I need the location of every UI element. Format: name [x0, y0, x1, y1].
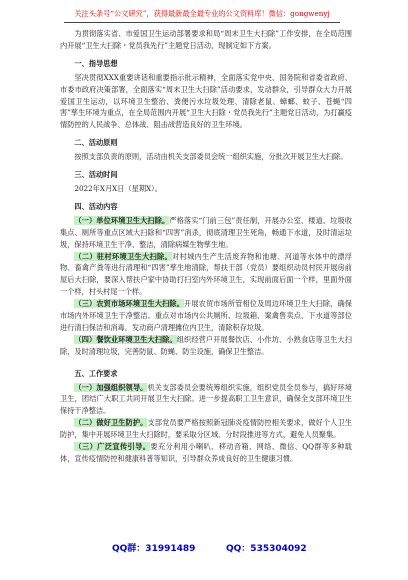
content-item-text: 开展农贸市场所管相位及周边环境卫生大扫除，确保市场内外环境卫生干净整洁。重点对市场内公共厕所、垃圾箱、案禽售卖点、下水道等部位进行清扫保洁和消毒。发动商户清理摊位内卫生，清除积存垃圾。 [60, 299, 352, 332]
content-item-label: （二）驻村环境卫生大扫除。 [74, 251, 173, 261]
section-heading-principles: 二、活动原则 [74, 138, 118, 148]
content-item [60, 334, 352, 358]
content-item [60, 298, 352, 334]
requirement-item [60, 382, 352, 418]
section-heading-time: 三、活动时间 [74, 170, 118, 180]
requirement-item-text: 要充分利用小喇叭、移动音箱、网络、微信、QQ群等多种载体，宣传疫情防控和健康科普等知识，引导群众养成良好的卫生健康习惯。 [60, 442, 352, 463]
requirement-item [60, 417, 352, 441]
content-item-label: （一）单位环境卫生大扫除。 [74, 215, 170, 225]
requirement-item-label: （一）加强组织领导。 [74, 382, 148, 392]
content-item-text: 对村城内生产生活废弃物和池塘、河道等水体中的漂浮物、畜禽产粪等进行清理和“四害”孳生地清除，帮扶干部（党员）要组织动员村民开展房前屋后大扫除，要深入帮扶户家中协助打扫室内外环境卫生，实现前面后面一个样，里面外面一个样，村头村尾一个样。 [60, 251, 352, 297]
content-item [60, 215, 352, 251]
qq-number: QQ：535304092 [226, 544, 307, 554]
intro-paragraph: 为贯彻落实省、市爱国卫生运动部署要求和局“周末卫生大扫除”工作安排，在全局范围内开展“卫生大扫除・党员我先行”主题党日活动，现制定如下方案。 [60, 29, 352, 50]
section-heading-content: 四、活动内容 [74, 201, 118, 211]
activity-date: 2022年X月X日（星期X）。 [74, 183, 162, 193]
promo-banner: 关注头条号“公文研究”，获得最新最全最专业的公文资料库！微信：gongwenyj [64, 8, 340, 23]
requirement-item [60, 441, 352, 465]
qq-group-number: QQ群：31991489 [112, 544, 196, 554]
section-heading-requirements: 五、工作要求 [74, 368, 118, 378]
principles-text: 按照支部负责的原则，活动由机关支部委员会统一组织实施，分批次开展卫生大扫除。 [74, 152, 348, 162]
content-item-text: 组织经营户开展餐饮店、小作坊、小熟食店等卫生大扫除，及时清理垃圾，完善防鼠、防蝇、防尘设施，确保卫生整洁。 [60, 334, 352, 356]
guiding-ideology-text: 坚决贯彻XXX重要讲话和重要指示批示精神，全面落实党中央、国务院和省委省政府、市委市政府决策部署，全面落实“周末卫生大扫除”活动要求，发动群众，引导群众大力开展爱国卫生运动，以环境卫生整治、粪便污水垃圾处理、清除老鼠、蟑螂、蚊子、苍蝇“四害”孳生环境为重点，在全局范围内开展“卫生大扫除・党员我先行”主题党日活动，为打赢疫情防控的人民战争、总体战、阻击战营造良好的卫生环境。 [60, 72, 352, 130]
content-item-label: （四）餐饮业环境卫生大扫除。 [74, 334, 177, 344]
requirement-item-text: 机关支部委员会要统筹组织实施，组织党员全员参与，搞好环境卫生，团结广大职工共同开展卫生大扫除。进一步提高职工卫生意识，确保全支部环境卫生保持干净整洁。 [60, 382, 352, 416]
requirement-item-text: 支部党员要严格按照新冠肺炎疫情防控相关要求，做好个人卫生防护，集中开展环境卫生大扫除时，要采取分区域、分时段推进等方式，避免人员聚集。 [60, 418, 352, 440]
section-heading-guiding-ideology: 一、指导思想 [74, 58, 118, 68]
requirement-item-label: （二）做好卫生防护。 [74, 418, 148, 428]
content-item [60, 251, 352, 299]
requirement-item-label: （三）广泛宣传引导。 [74, 442, 151, 452]
content-item-label: （三）农贸市场环境卫生大扫除。 [74, 299, 185, 309]
document-body [60, 28, 352, 465]
content-item-text: 严格落实“门前三包”责任制，开展办公室、楼道、垃圾收集点、厕所等重点区域大扫除和“四害”消杀，彻底清理卫生死角，畅通下水道，及时清运垃圾，保持环境卫生干净、整洁，清除病媒生物孳生地。 [60, 215, 352, 249]
